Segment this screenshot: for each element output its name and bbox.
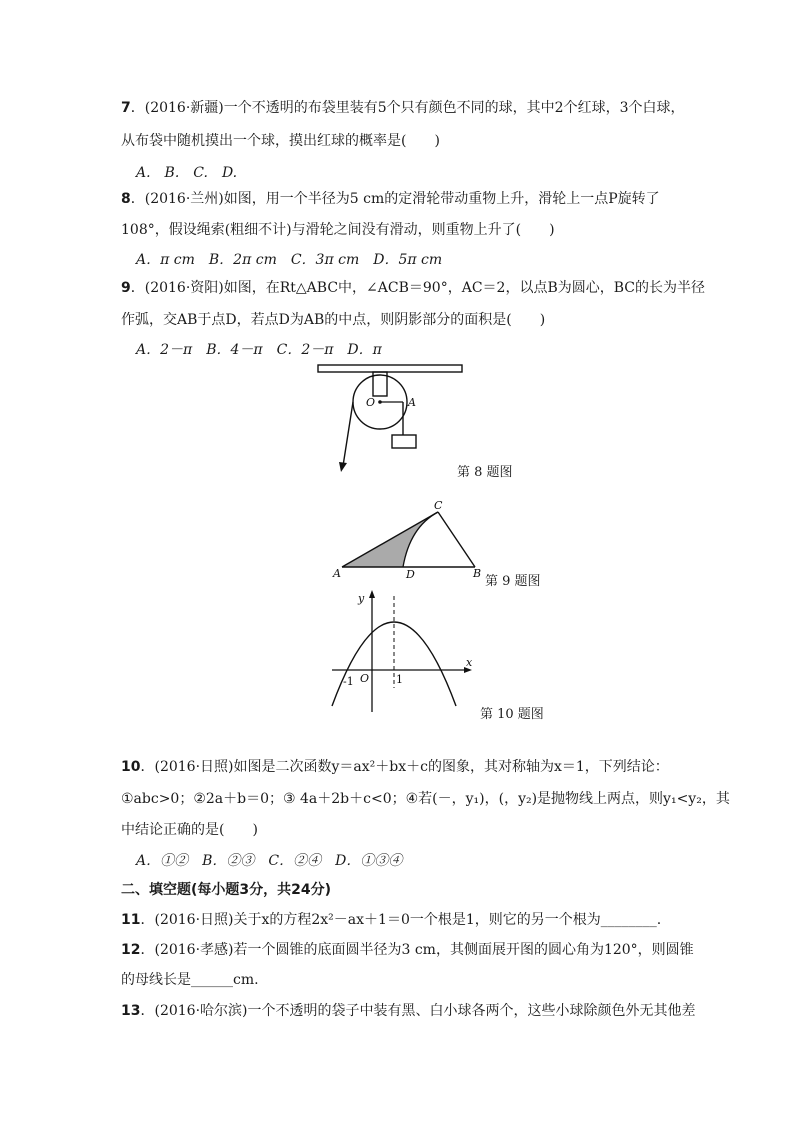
q10-options: A．①② B．②③ C．②④ D．①③④ xyxy=(136,853,403,869)
label-o: O xyxy=(360,672,370,685)
q10-line3: 中结论正确的是( ) xyxy=(121,822,258,838)
center-o xyxy=(378,400,382,404)
y-axis-arrow xyxy=(369,590,375,598)
q10-number: 10 xyxy=(121,759,141,775)
label-b: B xyxy=(473,567,482,580)
q7-line2: 从布袋中随机摸出一个球，摸出红球的概率是( ) xyxy=(121,133,440,149)
label-one: 1 xyxy=(396,673,403,686)
label-y: y xyxy=(358,592,365,605)
label-d: D xyxy=(406,568,415,581)
label-o: O xyxy=(366,396,376,409)
q8-line1 xyxy=(121,189,660,209)
q7-line1 xyxy=(121,98,684,118)
q11-line1 xyxy=(121,910,661,930)
arrow-head xyxy=(339,462,347,472)
q10-line1 xyxy=(121,757,669,777)
q9-text: ．(2016·资阳)如图，在Rt△ABC中，∠ACB＝90°，AC＝2，以点B为圆心，BC的长为半径 xyxy=(130,280,705,296)
label-x: x xyxy=(466,656,473,669)
q12-text: ．(2016·孝感)若一个圆锥的底面圆半径为3 cm，其侧面展开图的圆心角为120°，则圆锥 xyxy=(140,942,694,958)
q8-text: ．(2016·兰州)如图，用一个半径为5 cm的定滑轮带动重物上升，滑轮上一点P旋转了 xyxy=(130,191,660,207)
q13-line1 xyxy=(121,1001,696,1021)
q11-number: 11 xyxy=(121,912,141,928)
label-c: C xyxy=(434,499,443,512)
q9-number: 9 xyxy=(121,280,131,296)
figure-9-triangle xyxy=(330,497,490,582)
label-a: A xyxy=(333,567,341,580)
label-a: A xyxy=(408,396,416,409)
q10-text: ．(2016·日照)如图是二次函数y＝ax²＋bx＋c的图象，其对称轴为x＝1，下列结论： xyxy=(140,759,669,775)
q9-line1 xyxy=(121,278,705,298)
q12-line2: 的母线长是______cm. xyxy=(121,972,259,988)
q7-text: ．(2016·新疆)一个不透明的布袋里装有5个只有颜色不同的球，其中2个红球，3个白球， xyxy=(130,100,685,116)
q7-options: A. B. C. D. xyxy=(136,165,238,181)
q9-line2: 作弧，交AB于点D，若点D为AB的中点，则阴影部分的面积是( ) xyxy=(121,312,546,328)
figure-8-caption: 第 8 题图 xyxy=(457,465,513,480)
q8-line2: 108°，假设绳索(粗细不计)与滑轮之间没有滑动，则重物上升了( ) xyxy=(121,222,555,238)
figure-10-parabola xyxy=(330,588,480,718)
section-heading: 二、填空题(每小题3分，共24分) xyxy=(121,882,332,898)
figure-10-caption: 第 10 题图 xyxy=(480,707,544,722)
figure-8-pulley xyxy=(310,360,470,475)
q10-line2: ①abc>0；②2a＋b＝0；③ 4a＋2b＋c<0；④若(－，y₁)，(，y₂)是抛物线上两点，则y₁<y₂，其 xyxy=(121,791,730,807)
side-bc xyxy=(438,512,475,567)
figure-9-caption: 第 9 题图 xyxy=(485,574,541,589)
q13-number: 13 xyxy=(121,1003,141,1019)
q7-number: 7 xyxy=(121,100,131,116)
q13-text: ．(2016·哈尔滨)一个不透明的袋子中装有黑、白小球各两个，这些小球除颜色外无其他差 xyxy=(140,1003,696,1019)
rope-left xyxy=(343,402,353,466)
ceiling-bar xyxy=(318,365,462,372)
label-neg1: -1 xyxy=(343,675,354,688)
q8-number: 8 xyxy=(121,191,131,207)
q8-options: A．π cm B．2π cm C．3π cm D．5π cm xyxy=(136,252,443,268)
q12-line1 xyxy=(121,940,694,960)
weight-block xyxy=(392,435,416,448)
q9-options: A．2－π B．4－π C．2－π D．π xyxy=(136,342,382,358)
q11-text: ．(2016·日照)关于x的方程2x²－ax＋1＝0一个根是1，则它的另一个根为________. xyxy=(140,912,662,928)
q12-number: 12 xyxy=(121,942,141,958)
